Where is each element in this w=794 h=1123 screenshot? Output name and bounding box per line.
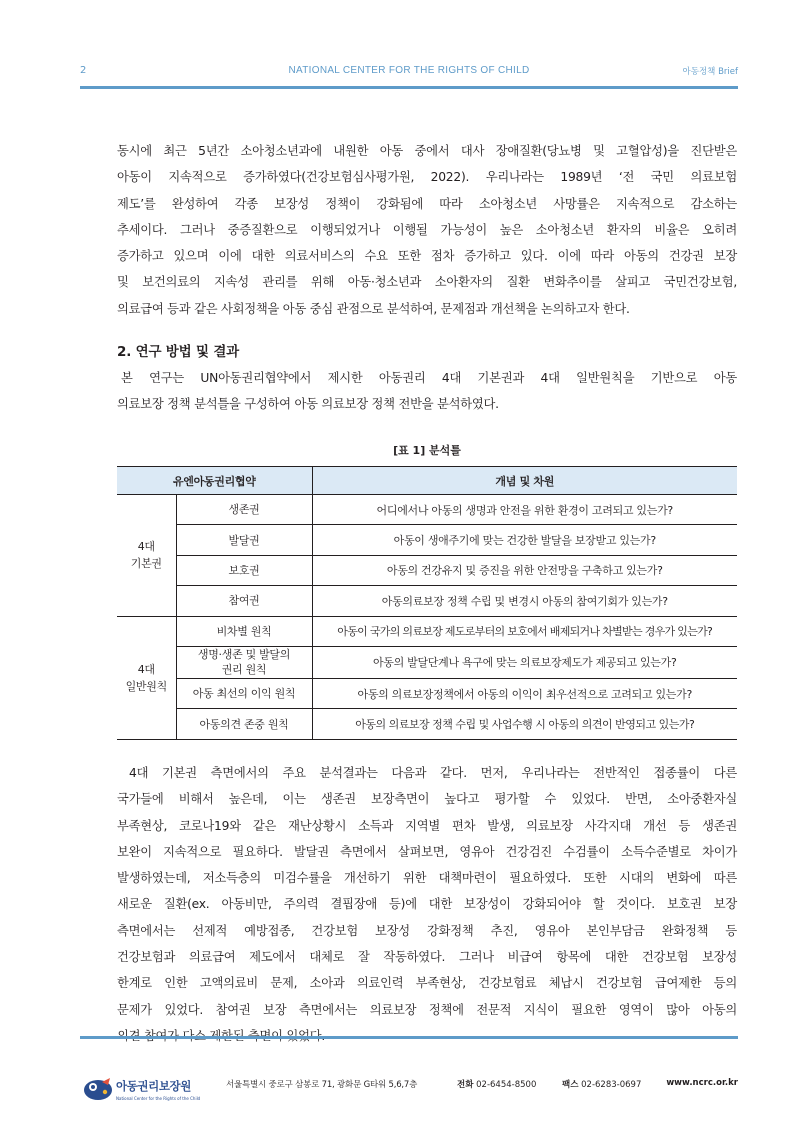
- paragraph-line: 본 연구는 UN아동권리협약에서 제시한 아동권리 4대 기본권과 4대 일반원칙을 기반으로 아동: [121, 371, 737, 385]
- paragraph-line: 아동이 지속적으로 증가하였다(건강보험심사평가원, 2022). 우리나라는 1989년 ‘전 국민 의료보험: [117, 170, 737, 185]
- table-cell-desc: 아동이 생애주기에 맞는 건강한 발달을 보장받고 있는가?: [312, 525, 737, 555]
- column-header: 유엔아동권리협약: [117, 467, 312, 495]
- table-cell-item: 비차별 원칙: [176, 616, 312, 646]
- table-cell-item: 보호권: [176, 555, 312, 585]
- paragraph-line: 의료보장 정책 분석틀을 구성하여 아동 의료보장 정책 전반을 분석하였다.: [117, 397, 499, 412]
- group-label-line: 일반원칙: [125, 679, 167, 693]
- table-cell-desc: 아동의료보장 정책 수립 및 변경시 아동의 참여기회가 있는가?: [312, 586, 737, 616]
- item-line: 권리 원칙: [221, 663, 267, 677]
- header-title: NATIONAL CENTER FOR THE RIGHTS OF CHILD: [288, 65, 530, 76]
- table-cell-desc: 아동의 발달단계나 욕구에 맞는 의료보장제도가 제공되고 있는가?: [312, 646, 737, 678]
- table-cell-item: 생존권: [176, 495, 312, 525]
- footer-fax: [562, 1078, 641, 1090]
- footer-rule: [80, 1036, 738, 1039]
- table-cell-desc: 아동이 국가의 의료보장 제도로부터의 보호에서 배제되거나 차별받는 경우가 있는가?: [312, 616, 737, 646]
- organization-logo: [82, 1076, 212, 1106]
- paragraph-line: 증가하고 있으며 이에 대한 의료서비스의 수요 또한 점차 증가하고 있다. 이에 따라 아동의 건강권 보장: [117, 249, 737, 264]
- row-group-label: [117, 616, 176, 739]
- logo-text: 아동권리보장원: [116, 1079, 191, 1093]
- paragraph-line: 국가들에 비해서 높은데, 이는 생존권 보장측면이 높다고 평가할 수 있었다. 반면, 소아중환자실: [117, 792, 737, 807]
- table-cell-desc: 아동의 건강유지 및 증진을 위한 안전망을 구축하고 있는가?: [312, 555, 737, 585]
- table-row: [117, 646, 737, 678]
- table-cell-item: 발달권: [176, 525, 312, 555]
- table-cell-desc: 아동의 의료보장 정책 수립 및 사업수행 시 아동의 의견이 반영되고 있는가?: [312, 709, 737, 739]
- logo-mark-icon: [82, 1076, 114, 1102]
- table-cell-desc: 어디에서나 아동의 생명과 안전을 위한 환경이 고려되고 있는가?: [312, 495, 737, 525]
- page-header: [80, 62, 738, 90]
- item-line: 생명·생존 및 발달의: [197, 648, 291, 662]
- paragraph-line: 문제가 있었다. 참여권 보장 측면에서는 의료보장 정책에 전문적 지식이 필요한 영역이 많아 아동의: [117, 1002, 737, 1017]
- footer-phone: [457, 1078, 536, 1090]
- group-label-line: 4대: [137, 662, 155, 676]
- page-number: 2: [80, 65, 87, 76]
- table-cell-item: 아동 최선의 이익 원칙: [176, 678, 312, 708]
- page-footer: [80, 1036, 738, 1101]
- section-title: 2. 연구 방법 및 결과: [117, 344, 240, 360]
- paragraph-line: 제도’를 완성하여 각종 보장성 정책이 강화됨에 따라 소아청소년 사망률은 지속적으로 감소하는: [117, 196, 737, 211]
- section-intro: [117, 365, 737, 418]
- paragraph-line: 한계로 인한 고액의료비 문제, 소아과 의료인력 부족현상, 건강보험료 체납시 건강보험 급여제한 등의: [117, 976, 737, 991]
- paragraph-line: 4대 기본권 측면에서의 주요 분석결과는 다음과 같다. 먼저, 우리나라는 전반적인 접종률이 다른: [129, 766, 737, 780]
- paragraph-line: 보완이 지속적으로 필요하다. 발달권 측면에서 살펴보면, 영유아 건강검진 수검률이 소득수준별로 차이가: [117, 844, 737, 859]
- paragraph-line: 발생하였는데, 저소득층의 미검수률을 개선하기 위한 대책마련이 필요하였다. 또한 시대의 변화에 따른: [117, 871, 737, 886]
- intro-paragraph: [117, 138, 737, 322]
- logo-subtext: National Center for the Rights of the Child: [116, 1096, 201, 1101]
- table-row: [117, 525, 737, 555]
- results-paragraph: [117, 760, 737, 1049]
- column-header: 개념 및 차원: [312, 467, 737, 495]
- phone-number: 02-6454-8500: [476, 1080, 537, 1090]
- table-row: [117, 616, 737, 646]
- paragraph-line: 건강보험과 의료급여 제도에서 대체로 잘 작동하였다. 그러나 비급여 항목에 대한 건강보험 보장성: [117, 950, 737, 965]
- group-label-line: 기본권: [130, 557, 162, 571]
- row-group-label: [117, 495, 176, 617]
- table-row: [117, 555, 737, 585]
- footer-website-link[interactable]: www.ncrc.or.kr: [666, 1078, 738, 1088]
- header-brief-label: 아동정책 Brief: [682, 67, 738, 77]
- header-rule: [80, 86, 738, 89]
- table-cell-item: 참여권: [176, 586, 312, 616]
- group-label-line: 4대: [137, 540, 155, 554]
- fax-number: 02-6283-0697: [581, 1080, 642, 1090]
- paragraph-line: 부족현상, 코로나19와 같은 재난상황시 소득과 지역별 편차 발생, 의료보장 사각지대 개선 등 생존권: [117, 818, 737, 833]
- phone-label: 전화: [457, 1080, 474, 1090]
- table-row: [117, 586, 737, 616]
- paragraph-line: 동시에 최근 5년간 소아청소년과에 내원한 아동 중에서 대사 장애질환(당뇨병 및 고혈압성)을 진단받은: [117, 144, 737, 158]
- table-cell-desc: 아동의 의료보장정책에서 아동의 이익이 최우선적으로 고려되고 있는가?: [312, 678, 737, 708]
- table-caption: [표 1] 분석틀: [393, 444, 461, 457]
- paragraph-line: 추세이다. 그러나 중증질환으로 이행되었거나 이행될 가능성이 높은 소아청소년 환자의 비율은 오히려: [117, 222, 737, 237]
- table-row: [117, 678, 737, 708]
- footer-address: 서울특별시 중로구 삼봉로 71, 광화문 G타워 5,6,7층: [226, 1080, 418, 1090]
- table-row: [117, 709, 737, 739]
- table-header-row: [117, 467, 737, 495]
- paragraph-line: 의료급여 등과 같은 사회정책을 아동 중심 관점으로 분석하여, 문제점과 개선책을 논의하고자 한다.: [117, 301, 630, 316]
- fax-label: 팩스: [562, 1080, 579, 1090]
- table-cell-item: 아동의견 존중 원칙: [176, 709, 312, 739]
- analysis-framework-table: [117, 466, 737, 740]
- paragraph-line: 측면에서는 선제적 예방접종, 건강보험 보장성 강화정책 추진, 영유아 본인부담금 완화정책 등: [117, 923, 737, 938]
- table-cell-item: [176, 646, 312, 678]
- paragraph-line: 새로운 질환(ex. 아동비만, 주의력 결핍장애 등)에 대한 보장성이 강화되어야 할 것이다. 보호권 보장: [117, 897, 737, 912]
- paragraph-line: 및 보건의료의 지속성 관리를 위해 아동·청소년과 소아환자의 질환 변화추이를 살피고 국민건강보험,: [117, 275, 737, 290]
- table-row: [117, 495, 737, 525]
